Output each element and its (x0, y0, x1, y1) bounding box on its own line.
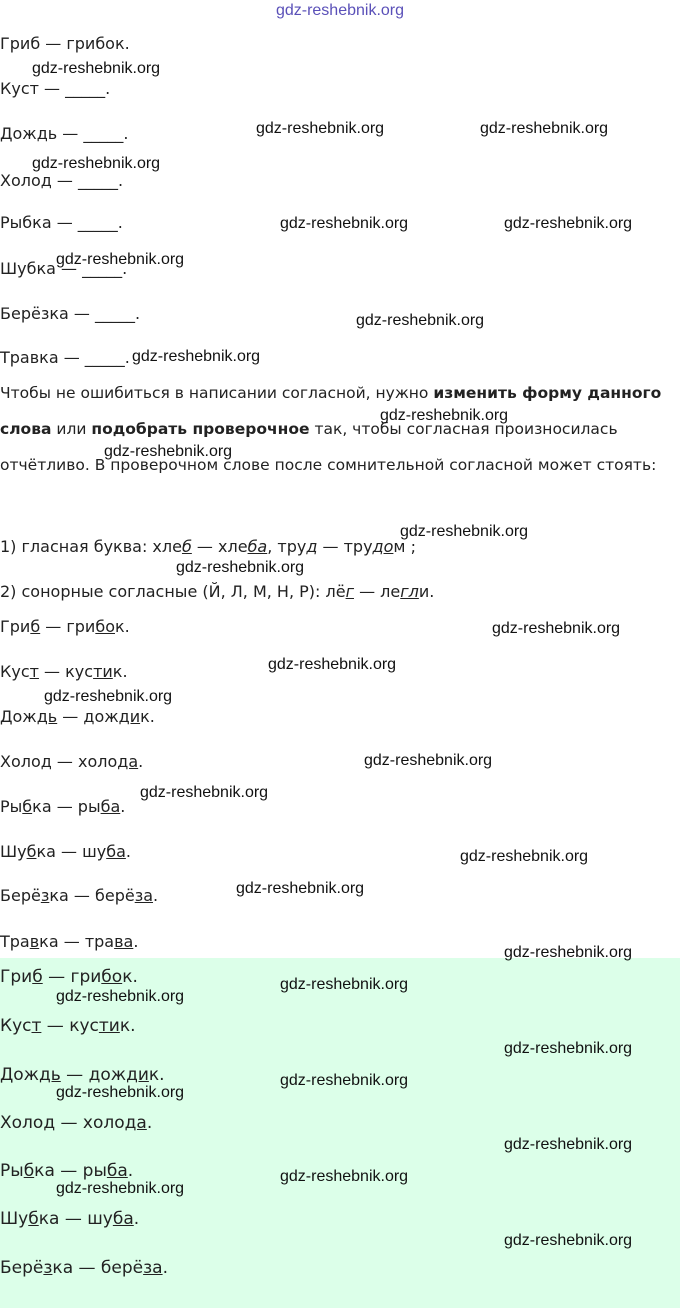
answer-text: Ры (0, 797, 23, 816)
answer-text: . (146, 1113, 153, 1133)
highlight-letter: б (28, 1209, 39, 1229)
watermark-text: gdz-reshebnik.org (280, 976, 409, 993)
answer-line (0, 842, 131, 862)
rule-item-1 (0, 537, 416, 557)
answer-text: к. (140, 707, 155, 726)
watermark-text: gdz-reshebnik.org (280, 1168, 409, 1185)
watermark-text: gdz-reshebnik.org (280, 215, 409, 232)
highlight-letter: дь (39, 1065, 61, 1085)
watermark-text: gdz-reshebnik.org (480, 120, 609, 137)
highlight-letter: б (23, 1161, 35, 1181)
watermark-text: gdz-reshebnik.org (460, 848, 589, 865)
highlight-letter: гл (400, 582, 419, 601)
answer-highlight-block (0, 958, 680, 1308)
answer-text: — дож (57, 707, 119, 726)
answer-text: . (133, 1209, 140, 1229)
watermark-text: gdz-reshebnik.org (32, 60, 161, 77)
watermark-text: gdz-reshebnik.org (364, 752, 493, 769)
watermark-text: gdz-reshebnik.org (380, 407, 509, 424)
watermark-text: gdz-reshebnik.org (268, 656, 397, 673)
answer-text: Гри (0, 967, 33, 987)
answer-text: к. (122, 967, 138, 987)
rule-item-text: — хле (191, 537, 248, 556)
highlight-letter: д (306, 537, 318, 556)
watermark-text: gdz-reshebnik.org (56, 1084, 185, 1101)
task-line: Дождь — _____. (0, 124, 129, 143)
answer-text: Дож (0, 1065, 39, 1085)
answer-line (0, 752, 143, 772)
rule-item-text: — ле (353, 582, 401, 601)
watermark-text: gdz-reshebnik.org (504, 215, 633, 232)
highlight-letter: ба (106, 842, 126, 861)
rule-bold-text: подобрать проверочное (91, 420, 310, 438)
highlight-letter: т (31, 1016, 42, 1036)
answer-line (0, 886, 158, 906)
watermark-text: gdz-reshebnik.org (400, 523, 529, 540)
highlight-letter: ба (100, 797, 121, 816)
answer-text: Дож (0, 707, 37, 726)
watermark-text: gdz-reshebnik.org (504, 944, 633, 961)
highlight-letter: дь (36, 707, 58, 726)
answer-text: ка — ры (32, 797, 101, 816)
highlight-letter: да (124, 1113, 147, 1133)
highlight-letter: б (22, 797, 33, 816)
rule-text: Чтобы не ошибиться в написании согласной, нужно (0, 384, 434, 402)
answer-text: Шу (0, 842, 27, 861)
answer-text: Кус (0, 662, 30, 681)
answer-text: . (162, 1258, 168, 1278)
rule-bold-text: изменить форму данного слова (0, 384, 662, 438)
watermark-text: gdz-reshebnik.org (492, 620, 621, 637)
answer-text: — кус (41, 1016, 99, 1036)
watermark-text: gdz-reshebnik.org (132, 348, 261, 365)
answer-text: Берё (0, 886, 41, 905)
watermark-text: gdz-reshebnik.org (176, 559, 305, 576)
answer-text: Тра (0, 932, 30, 951)
answer-line (0, 1161, 133, 1181)
answer-line (0, 967, 138, 987)
answer-text: ка — берё (49, 886, 135, 905)
answer-text: Ры (0, 1161, 24, 1181)
answer-line (0, 797, 125, 817)
answer-text: Холо (0, 752, 41, 771)
answer-text: к. (112, 662, 128, 681)
answer-line (0, 932, 138, 952)
answer-text: Холо (0, 1113, 44, 1133)
answer-text: Кус (0, 1016, 32, 1036)
highlight-letter: в (29, 932, 40, 951)
watermark-text: gdz-reshebnik.org (44, 688, 173, 705)
answer-line (0, 707, 155, 727)
answer-text: ка — шу (38, 1209, 113, 1229)
watermark-text: gdz-reshebnik.org (140, 784, 269, 801)
highlight-letter: г (345, 582, 354, 601)
highlight-letter: б (32, 967, 43, 987)
answer-line (0, 1065, 165, 1085)
highlight-letter: т (29, 662, 39, 681)
answer-text: ка — тра (39, 932, 115, 951)
watermark-text: gdz-reshebnik.org (104, 443, 233, 460)
answer-text: ка — шу (36, 842, 107, 861)
watermark-text: gdz-reshebnik.org (32, 155, 161, 172)
answer-line (0, 1209, 139, 1229)
answer-text: — холо (51, 752, 118, 771)
answer-text: . (133, 932, 139, 951)
rule-item-text: — тру (317, 537, 373, 556)
answer-text: . (127, 1161, 134, 1181)
highlight-letter: ба (106, 1161, 128, 1181)
answer-text: . (153, 886, 159, 905)
answer-text: Берё (0, 1258, 44, 1278)
rule-item-2 (0, 582, 434, 602)
highlight-letter: за (143, 1258, 163, 1278)
highlight-letter: з (43, 1258, 53, 1278)
answer-text: ка — берё (52, 1258, 144, 1278)
highlight-letter: бо (101, 967, 123, 987)
answer-text: . (120, 797, 126, 816)
rule-item-text: и. (418, 582, 435, 601)
answer-text: к. (119, 1016, 136, 1036)
watermark-text: gdz-reshebnik.org (504, 1232, 633, 1249)
watermark-text: gdz-reshebnik.org (256, 120, 385, 137)
answer-text: — дож (60, 1065, 127, 1085)
rule-item-text: 1) гласная буква: хле (0, 537, 182, 556)
highlight-letter: до (372, 537, 394, 556)
highlight-letter: д (40, 752, 52, 771)
watermark-text: gdz-reshebnik.org (504, 1136, 633, 1153)
highlight-letter: ди (118, 707, 141, 726)
answer-text: Гри (0, 617, 31, 636)
highlight-letter: ти (98, 1016, 120, 1036)
answer-text: — холо (55, 1113, 125, 1133)
answer-text: — кус (38, 662, 94, 681)
answer-line (0, 617, 130, 637)
highlight-letter: да (117, 752, 139, 771)
answer-text: Шу (0, 1209, 29, 1229)
answer-line (0, 1016, 136, 1036)
rule-paragraph (0, 375, 676, 483)
watermark-text: gdz-reshebnik.org (56, 988, 185, 1005)
highlight-letter: д (43, 1113, 56, 1133)
answer-line (0, 1258, 168, 1278)
highlight-letter: з (40, 886, 50, 905)
watermark-text: gdz-reshebnik.org (280, 1072, 409, 1089)
task-line: Гриб — грибок. (0, 34, 130, 53)
highlight-letter: б (30, 617, 41, 636)
answer-text: . (125, 842, 131, 861)
watermark-text: gdz-reshebnik.org (356, 312, 485, 329)
rule-item-text: м ; (393, 537, 416, 556)
highlight-letter: б (181, 537, 192, 556)
answer-text: . (138, 752, 144, 771)
site-watermark-top[interactable]: gdz-reshebnik.org (275, 2, 405, 19)
task-line: Берёзка — _____. (0, 304, 141, 323)
answer-text: ка — ры (34, 1161, 107, 1181)
highlight-letter: ди (126, 1065, 149, 1085)
answer-text: — гри (42, 967, 102, 987)
task-line: Рыбка — _____. (0, 213, 123, 232)
highlight-letter: за (134, 886, 154, 905)
task-line: Травка — _____. (0, 348, 130, 367)
highlight-letter: бо (95, 617, 115, 636)
watermark-text: gdz-reshebnik.org (504, 1040, 633, 1057)
answer-text: к. (148, 1065, 165, 1085)
highlight-letter: ба (112, 1209, 134, 1229)
task-line: Шубка — _____. (0, 259, 128, 278)
watermark-text: gdz-reshebnik.org (56, 251, 185, 268)
highlight-letter: б (26, 842, 37, 861)
highlight-letter: ба (247, 537, 268, 556)
highlight-letter: ти (93, 662, 113, 681)
rule-text: или (51, 420, 92, 438)
task-line: Куст — _____. (0, 79, 111, 98)
answer-line (0, 662, 128, 682)
rule-item-text: 2) сонорные согласные (Й, Л, М, Н, Р): лё (0, 582, 346, 601)
rule-item-text: , тру (267, 537, 307, 556)
watermark-text: gdz-reshebnik.org (56, 1180, 185, 1197)
watermark-text: gdz-reshebnik.org (236, 880, 365, 897)
answer-line (0, 1113, 152, 1133)
highlight-letter: ва (114, 932, 134, 951)
answer-text: — гри (40, 617, 96, 636)
rule-text: так, чтобы согласная произносилась отчётливо. В проверочном слове после сомнительной согласной может стоять: (0, 420, 657, 474)
task-line: Холод — _____. (0, 171, 124, 190)
answer-text: к. (114, 617, 130, 636)
